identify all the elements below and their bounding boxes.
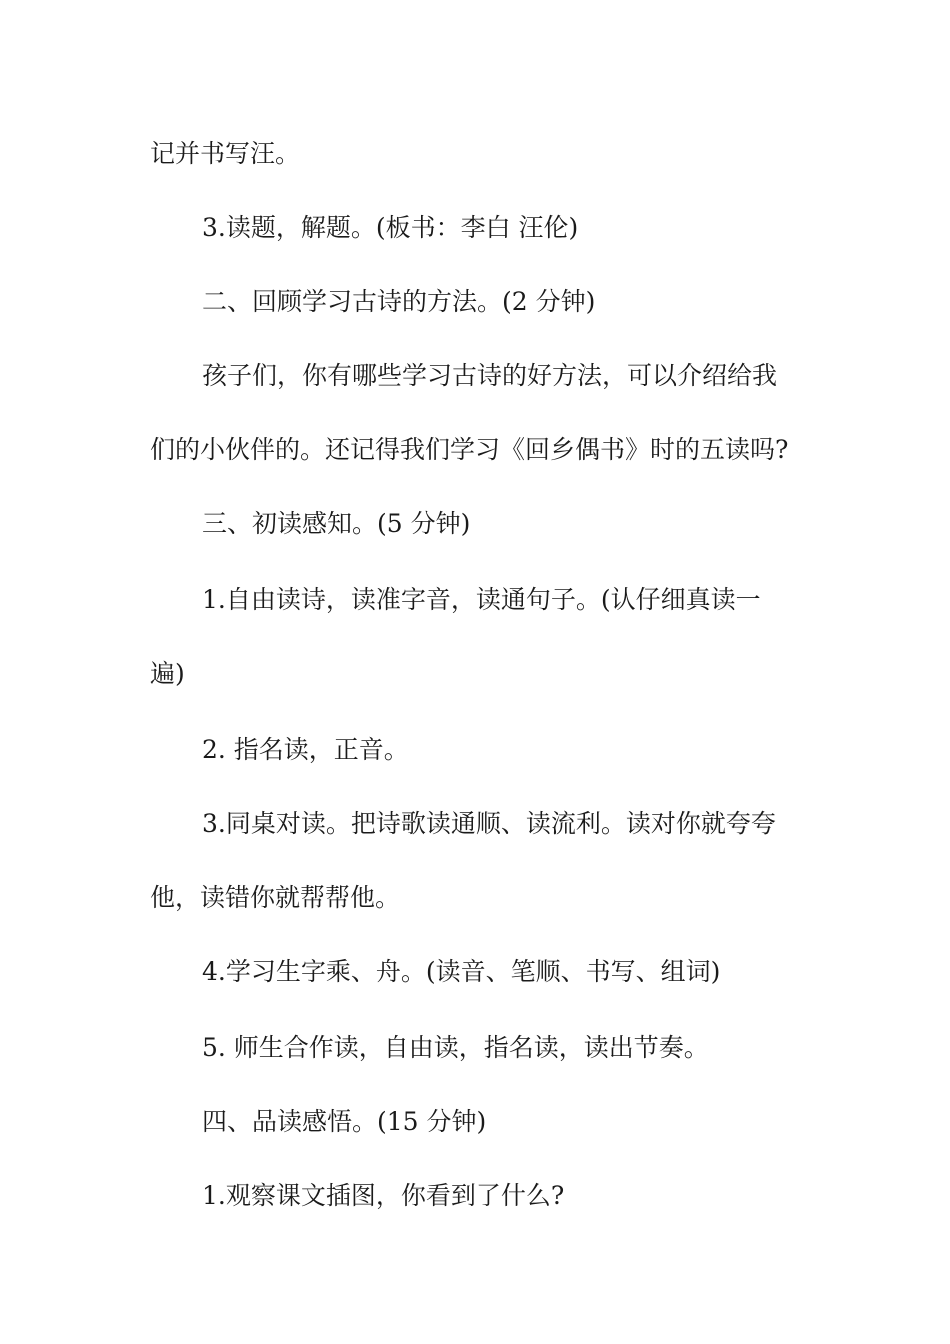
text-line: 2. 指名读，正音。: [202, 735, 409, 764]
text-line: 1.观察课文插图，你看到了什么?: [202, 1181, 565, 1210]
text-line: 1.自由读诗，读准字音，读通句子。(认仔细真读一: [202, 585, 761, 614]
text-line: 3.读题，解题。(板书：李白 汪伦): [202, 213, 579, 242]
text-line: 4.学习生字乘、舟。(读音、笔顺、书写、组词): [202, 957, 721, 986]
text-line: 他，读错你就帮帮他。: [150, 883, 401, 912]
text-line: 孩子们，你有哪些学习古诗的好方法，可以介绍给我: [202, 361, 778, 390]
text-line: 3.同桌对读。把诗歌读通顺、读流利。读对你就夸夸: [202, 809, 776, 838]
section-heading: 三、初读感知。(5 分钟): [202, 509, 471, 538]
text-line: 记并书写汪。: [150, 139, 301, 168]
section-heading: 二、回顾学习古诗的方法。(2 分钟): [202, 287, 596, 316]
text-line: 遍): [150, 659, 185, 688]
section-heading: 四、品读感悟。(15 分钟): [202, 1107, 487, 1136]
text-line: 们的小伙伴的。还记得我们学习《回乡偶书》时的五读吗?: [150, 435, 789, 464]
text-line: 5. 师生合作读，自由读，指名读，读出节奏。: [202, 1033, 709, 1062]
